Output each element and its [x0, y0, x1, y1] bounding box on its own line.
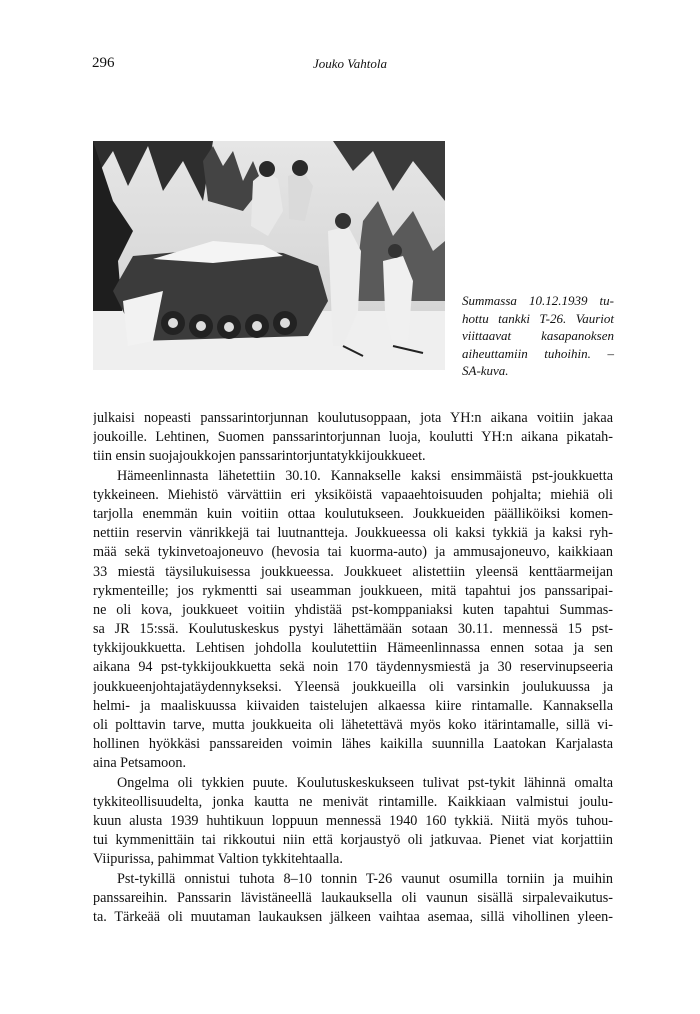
body-line: joukoille. Lehtinen, Suomen panssarintorjunnan luoja, koulutti YH:n aikana pikatah- — [93, 429, 613, 446]
body-line: mää sekä tykinvetoajoneuvo (hevosia tai kuorma-auto) ja ammusajoneuvo, kaikkiaan — [93, 544, 613, 561]
body-line: nettiin reservin vänrikkejä tai luutnantteja. Joukkueessa oli kaksi tykkiä ja kaksi ryh- — [93, 525, 613, 542]
body-line: tarjolla enemmän kuin voitiin ottaa koulutukseen. Joukkueiden päälliköiksi komen- — [93, 505, 613, 522]
caption-line: Summassa 10.12.1939 tu- — [462, 293, 614, 308]
body-line: tui kymmenittäin tai rikkoutui niin että korjaustyö oli jatkuvaa. Pienet viat korjattiin — [93, 832, 613, 849]
body-line: tykkijoukkuetta. Lehtisen johdolla koulutettiin Hämeenlinnassa ennen sotaa ja sen — [93, 640, 613, 657]
caption-line: aiheuttamiin tuhoihin. – — [462, 345, 614, 361]
body-line: Pst-tykillä onnistui tuhota 8–10 tonnin T-26 vaunut osumilla torniin ja muihin — [117, 870, 613, 887]
body-text — [93, 409, 613, 927]
body-line: kuun alusta 1939 huhtikuun loppuun mennessä 1940 160 tykkiä. Niitä myös tuhou- — [93, 812, 613, 829]
body-line: joukkueenjohtajatäydennykseksi. Yleensä joukkueilla oli varsinkin joulukuussa ja — [93, 678, 613, 695]
figure-caption — [462, 292, 614, 380]
body-line: tykkiteollisuudelta, jonka kautta ne menivät rintamille. Kaikkiaan valmistui joulu- — [93, 793, 613, 810]
body-line: aina Petsamoon. — [93, 755, 186, 772]
body-line: Ongelma oli tykkien puute. Koulutuskeskukseen tulivat pst-tykit lähinnä omalta — [117, 774, 613, 791]
caption-line: hottu tankki T-26. Vauriot — [462, 310, 614, 326]
body-line: 33 miestä täysilukuisessa joukkueessa. Joukkueet alistettiin yleensä kenttäarmeijan — [93, 563, 613, 580]
body-line: Viipurissa, pahimmat Valtion tykkitehtaalla. — [93, 851, 343, 868]
body-line: hollinen hyökkäsi panssareiden voimin lähes kaikilla suunnilla Laatokan Karjalasta — [93, 736, 613, 753]
photo-destroyed-tank — [93, 141, 445, 370]
body-line: ta. Tärkeää oli muutaman laukauksen jälkeen vaihtaa asemaa, sillä vihollinen yleen- — [93, 908, 613, 925]
body-line: oli polttavin tarve, mutta joukkueita oli lähetettävä myös koko itärintamalle, sillä vi- — [93, 717, 613, 734]
body-line: julkaisi nopeasti panssarintorjunnan koulutusoppaan, jota YH:n aikana voitiin jakaa — [93, 410, 613, 426]
body-line: rykmenteille; jos rykmentti sai useamman joukkueen, mitä tapahtui jos panssaripai- — [93, 582, 613, 599]
page-number: 296 — [92, 55, 115, 71]
body-line: panssareihin. Panssarin lävistäneellä laukauksella oli vaunun sisällä sirpalevaikutus- — [93, 889, 613, 906]
body-line: tykkeineen. Miehistö värvättiin eri yksiköistä vapaaehtoisuuden pohjalta; miehiä oli — [93, 486, 613, 503]
body-line: tiin ensin suojajoukkojen panssarintorjuntatykkijoukkueet. — [93, 448, 426, 465]
body-line: Hämeenlinnasta lähetettiin 30.10. Kannakselle kaksi ensimmäistä pst-joukkuetta — [117, 467, 613, 484]
body-line: sa JR 15:ssä. Koulutuskeskus pystyi lähettämään sotaan 30.11. mennessä 15 pst- — [93, 621, 613, 638]
body-line: helmi- ja maaliskuussa kiivaiden taistelujen alkaessa kiire rintamalle. Kannaksella — [93, 697, 613, 714]
body-line: ne oli kova, joukkueet voitiin yhdistää pst-komppaniaksi kuten tapahtui Summas- — [93, 601, 613, 618]
body-line: aikana 94 pst-tykkijoukkuetta sekä noin 170 täydennysmiestä ja 30 reservinupseeria — [93, 659, 613, 676]
caption-line: viittaavat kasapanoksen — [462, 328, 614, 343]
caption-line: SA-kuva. — [462, 363, 509, 378]
running-head: Jouko Vahtola — [312, 56, 387, 71]
